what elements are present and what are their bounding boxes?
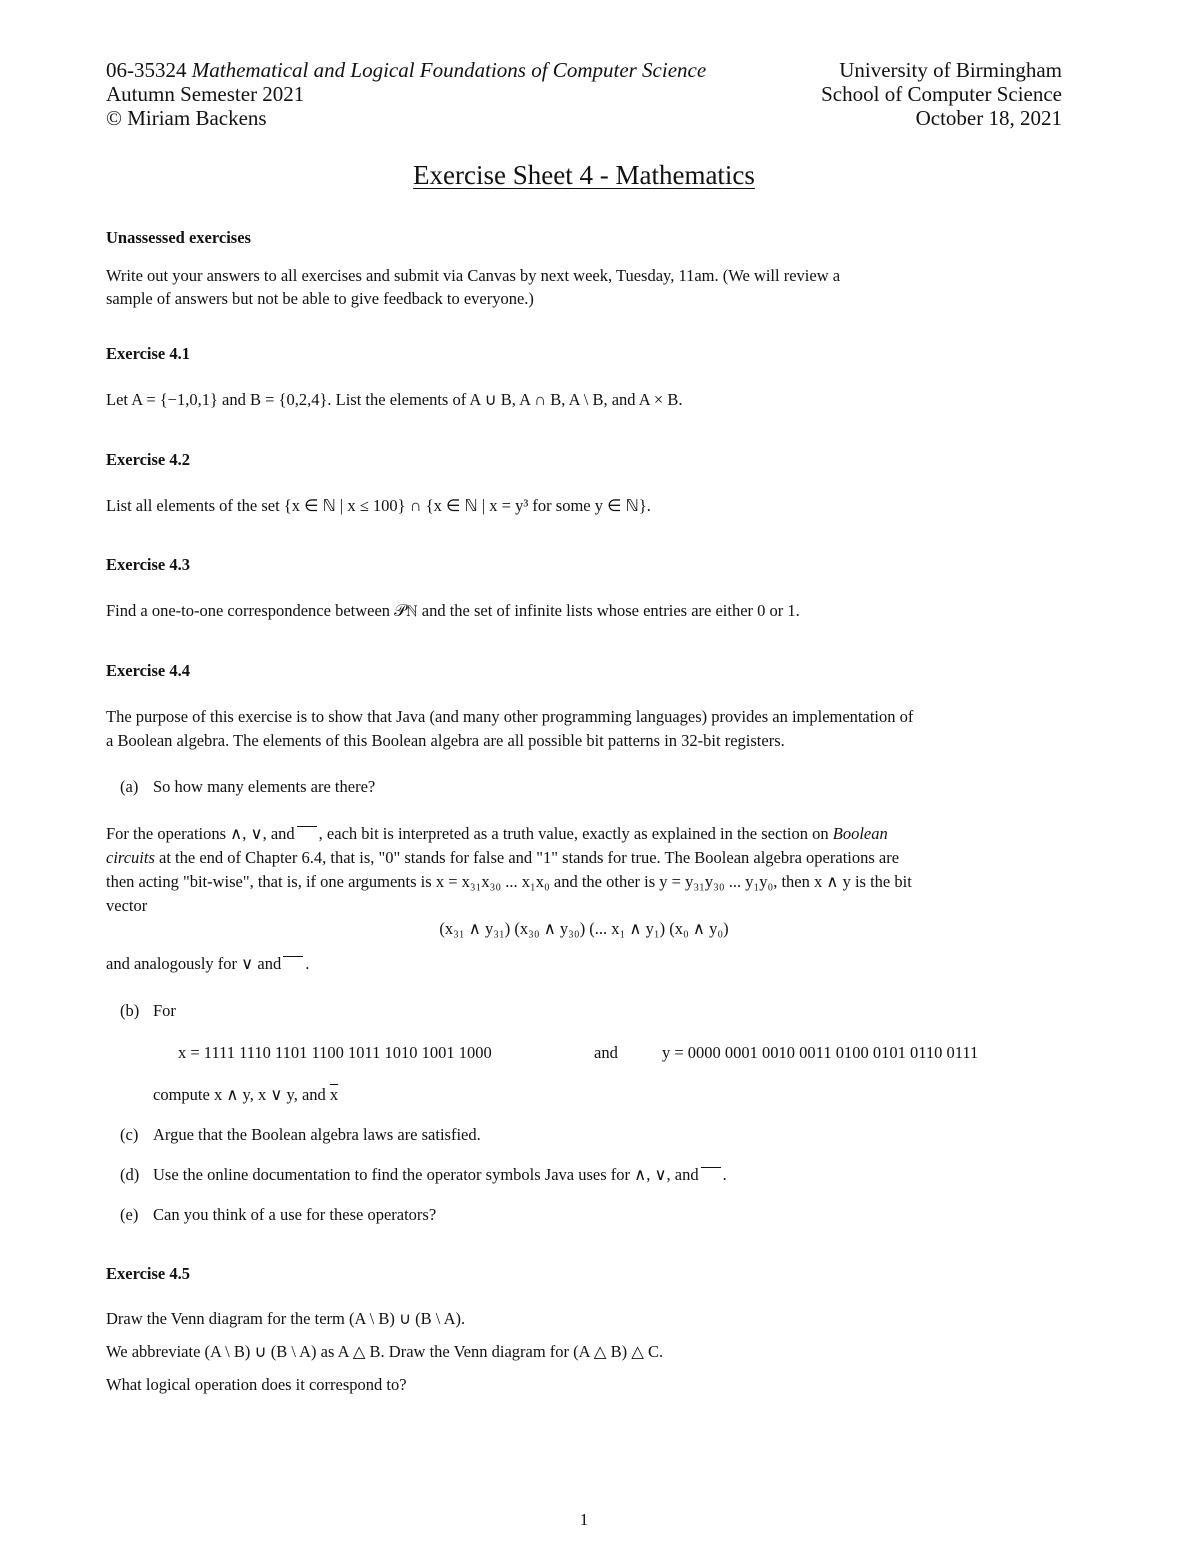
sheet-title: Exercise Sheet 4 - Mathematics [413, 160, 755, 190]
text-e: Can you think of a use for these operators? [153, 1205, 437, 1224]
label-c: (c) [120, 1125, 139, 1144]
exercise-4-4-intro-1: The purpose of this exercise is to show that Java (and many other programming languages) provides an implementation of [106, 707, 914, 726]
bit-vector-formula: (x₃₁ ∧ y₃₁) (x₃₀ ∧ y₃₀) (... x₁ ∧ y₁) (x₀ ∧ y₀) [439, 919, 729, 938]
exercise-4-5-heading: Exercise 4.5 [106, 1264, 191, 1283]
exercise-4-1-heading: Exercise 4.1 [106, 344, 191, 363]
exercise-4-2-text: List all elements of the set {x ∈ ℕ | x ≤ 100} ∩ {x ∈ ℕ | x = y³ for some y ∈ ℕ}. [106, 496, 651, 515]
label-d: (d) [120, 1165, 140, 1184]
course-title: 06-35324 Mathematical and Logical Foundations of Computer Science [106, 58, 707, 82]
sub-question-d [120, 1163, 1020, 1186]
sub-question-e [120, 1203, 1020, 1226]
university: University of Birmingham [839, 58, 1062, 82]
compute-line: compute x ∧ y, x ∨ y, and $\overline{x}$ [153, 1085, 339, 1104]
operations-line-3: then acting "bit-wise", that is, if one arguments is x = x₃₁x₃₀ ... x₁x₀ and the other is y = y₃₁y₃₀ ... y₁y₀, then x ∧ y is the bit [106, 872, 912, 891]
text-b: For [153, 1001, 176, 1020]
sub-question-a [120, 775, 1020, 798]
school: School of Computer Science [821, 82, 1062, 106]
operations-line-4: vector [106, 896, 148, 915]
label-b: (b) [120, 1001, 140, 1020]
label-e: (e) [120, 1205, 139, 1224]
header-row-1 [106, 57, 1062, 83]
semester: Autumn Semester 2021 [106, 82, 305, 106]
label-a: (a) [120, 777, 139, 796]
unassessed-line-2: sample of answers but not be able to give feedback to everyone.) [106, 289, 534, 308]
y-value: y = 0000 0001 0010 0011 0100 0101 0110 0111 [662, 1043, 979, 1062]
exercise-4-3-heading: Exercise 4.3 [106, 555, 191, 574]
overline-symbol [283, 956, 303, 958]
text-c: Argue that the Boolean algebra laws are satisfied. [153, 1125, 481, 1144]
exercise-4-4-intro-2: a Boolean algebra. The elements of this Boolean algebra are all possible bit patterns in 32-bit registers. [106, 731, 785, 750]
header-row-3 [106, 105, 1062, 131]
text-a: So how many elements are there? [153, 777, 376, 796]
sub-question-b [120, 999, 1020, 1022]
overline-symbol [297, 826, 317, 828]
exercise-4-5-line-3: What logical operation does it correspond to? [106, 1375, 407, 1394]
exercise-4-2-heading: Exercise 4.2 [106, 450, 191, 469]
header-row-2 [106, 81, 1062, 107]
x-value: x = 1111 1110 1101 1100 1011 1010 1001 1000 [178, 1043, 492, 1062]
sub-question-c [120, 1123, 1020, 1146]
exercise-4-3-text: Find a one-to-one correspondence between 𝒫ℕ and the set of infinite lists whose entries are either 0 or 1. [106, 601, 800, 620]
exercise-4-1-text: Let A = {−1,0,1} and B = {0,2,4}. List the elements of A ∪ B, A ∩ B, A \ B, and A × B. [106, 390, 683, 409]
overline-symbol [701, 1167, 721, 1169]
analogously-line: and analogously for ∨ and . [106, 954, 310, 973]
and-word: and [594, 1043, 618, 1062]
exercise-4-5-line-2: We abbreviate (A \ B) ∪ (B \ A) as A △ B. Draw the Venn diagram for (A △ B) △ C. [106, 1342, 664, 1361]
exercise-4-4-heading: Exercise 4.4 [106, 661, 191, 680]
page-number: 1 [579, 1510, 589, 1529]
date: October 18, 2021 [915, 106, 1062, 130]
unassessed-heading: Unassessed exercises [106, 228, 251, 247]
exercise-4-5-line-1: Draw the Venn diagram for the term (A \ B) ∪ (B \ A). [106, 1309, 466, 1328]
unassessed-line-1: Write out your answers to all exercises and submit via Canvas by next week, Tuesday, 11am. (We will review a [106, 266, 841, 285]
operations-line-2: circuits at the end of Chapter 6.4, that is, "0" stands for false and "1" stands for true. The Boolean algebra operations are [106, 848, 900, 867]
operations-line-1: For the operations ∧, ∨, and , each bit is interpreted as a truth value, exactly as explained in the section on Boolean [106, 824, 888, 843]
document-page [106, 0, 1062, 1553]
copyright: © Miriam Backens [106, 106, 267, 130]
text-d: Use the online documentation to find the operator symbols Java uses for ∧, ∨, and . [153, 1165, 727, 1184]
